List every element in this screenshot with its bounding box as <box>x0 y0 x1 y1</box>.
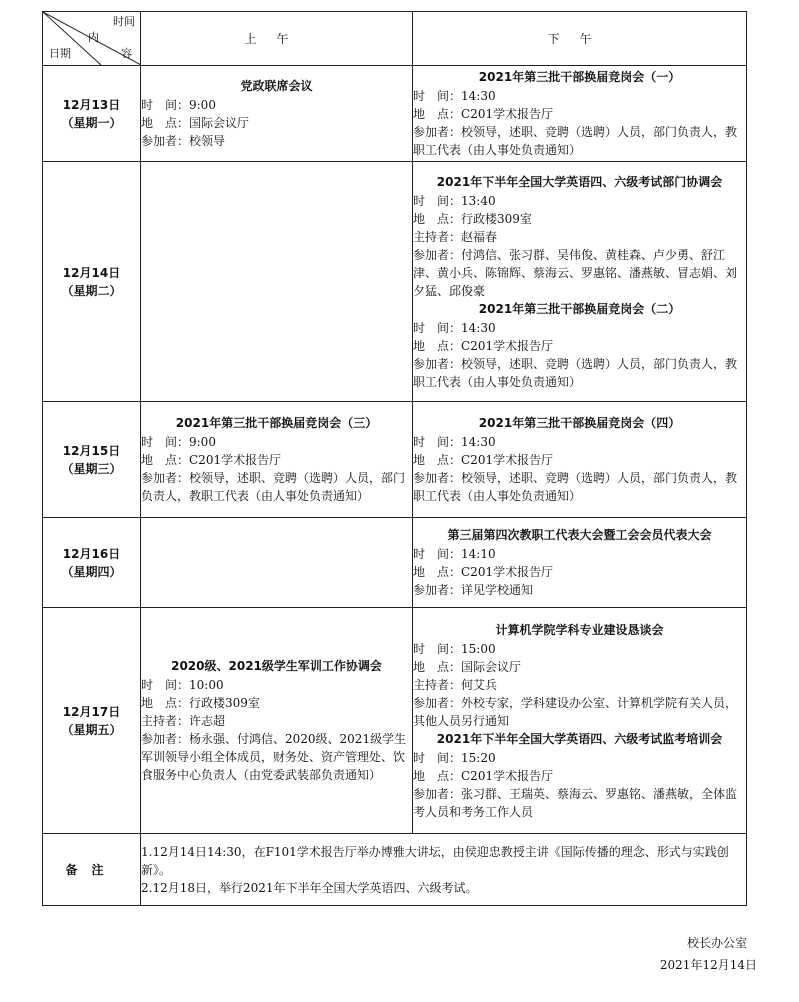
event-detail-line: 参加者：杨永强、付鸿信、2020级、2021级学生军训领导小组全体成员，财务处、资产管理处、饮食服务中心负责人（由党委武装部负责通知） <box>141 732 407 782</box>
afternoon-header: 下午 <box>413 12 747 66</box>
event-detail-line: 地 点：C201学术报告厅 <box>413 453 554 467</box>
event-detail-line: 地 点：C201学术报告厅 <box>413 768 554 783</box>
morning-cell <box>141 162 413 402</box>
event-detail-line: 参加者：外校专家，学科建设办公室、计算机学院有关人员，其他人员另行通知 <box>413 695 738 728</box>
corner-content-label-1: 内 <box>88 31 99 44</box>
event-detail-line: 时 间：13:40 <box>413 193 496 208</box>
remarks-label: 备注 <box>43 834 141 906</box>
event-title: 2021年第三批干部换届竞岗会（一） <box>478 70 681 84</box>
event-title: 2021年下半年全国大学英语四、六级考试监考培训会 <box>436 731 723 746</box>
event-title: 2021年第三批干部换届竞岗会（四） <box>478 416 681 430</box>
morning-cell <box>141 402 413 518</box>
corner-date-label: 日期 <box>49 47 71 60</box>
event-detail-line: 地 点：国际会议厅 <box>141 116 250 130</box>
afternoon-cell <box>413 402 747 518</box>
date-cell <box>43 66 141 162</box>
event-detail-line: 时 间：15:20 <box>413 750 496 765</box>
event-detail-line: 参加者：校领导，述职、竞聘（选聘）人员，部门负责人，教职工代表（由人事处负责通知） <box>413 356 738 389</box>
date-cell <box>43 608 141 834</box>
event-detail-line: 时 间：9:00 <box>141 435 216 449</box>
event-block <box>413 730 746 821</box>
corner-content-label-2: 容 <box>121 47 132 60</box>
weekday-text: （星期二） <box>61 283 122 298</box>
day-row <box>43 518 747 608</box>
event-block <box>413 621 746 730</box>
event-detail-line: 主持者：许志超 <box>141 714 226 728</box>
date-cell <box>43 518 141 608</box>
date-text: 12月13日 <box>62 97 121 112</box>
event-block <box>141 77 412 150</box>
event-detail-line: 时 间：9:00 <box>141 98 216 112</box>
event-detail-line: 地 点：C201学术报告厅 <box>413 565 554 579</box>
event-title: 2020级、2021级学生军训工作协调会 <box>171 659 382 673</box>
event-title: 计算机学院学科专业建设恳谈会 <box>495 622 664 637</box>
event-block <box>413 173 746 300</box>
event-detail-line: 地 点：行政楼309室 <box>413 211 532 226</box>
date-text: 12月17日 <box>62 704 121 719</box>
event-detail-line: 地 点：C201学术报告厅 <box>141 453 282 467</box>
remarks-content <box>141 834 747 906</box>
event-detail-line: 地 点：国际会议厅 <box>413 659 522 674</box>
remarks-row <box>43 834 747 906</box>
event-block <box>413 526 746 599</box>
corner-time-label: 时间 <box>113 15 135 28</box>
event-title: 2021年第三批干部换届竞岗会（三） <box>175 416 378 430</box>
event-detail-line: 时 间：14:10 <box>413 547 496 561</box>
morning-cell <box>141 608 413 834</box>
weekly-schedule-table <box>42 11 747 906</box>
event-detail-line: 时 间：14:30 <box>413 89 496 103</box>
event-detail-line: 时 间：14:30 <box>413 435 496 449</box>
day-row <box>43 162 747 402</box>
event-detail-line: 时 间：10:00 <box>141 678 224 692</box>
event-block <box>413 68 746 159</box>
event-title: 第三届第四次教职工代表大会暨工会会员代表大会 <box>447 528 712 542</box>
morning-cell <box>141 518 413 608</box>
event-detail-line: 参加者：校领导，述职、竞聘（选聘）人员，部门负责人，教职工代表（由人事处负责通知） <box>413 125 738 157</box>
day-row <box>43 66 747 162</box>
header-row <box>43 12 747 66</box>
afternoon-cell <box>413 518 747 608</box>
corner-header-cell <box>43 12 141 66</box>
event-detail-line: 主持者：何艾兵 <box>413 677 498 692</box>
weekday-text: （星期五） <box>61 722 122 737</box>
day-row <box>43 608 747 834</box>
afternoon-cell <box>413 162 747 402</box>
weekday-text: （星期四） <box>61 564 122 579</box>
event-block <box>413 414 746 505</box>
event-detail-line: 时 间：15:00 <box>413 641 496 656</box>
afternoon-cell <box>413 608 747 834</box>
event-block <box>141 657 412 784</box>
weekday-text: （星期一） <box>61 115 122 130</box>
event-detail-line: 主持者：赵福春 <box>413 229 498 244</box>
weekday-text: （星期三） <box>61 461 122 476</box>
event-detail-line: 参加者：校领导，述职、竞聘（选聘）人员，部门负责人，教职工代表（由人事处负责通知） <box>413 471 738 503</box>
event-detail-line: 参加者：校领导 <box>141 134 226 148</box>
morning-cell <box>141 66 413 162</box>
event-detail-line: 时 间：14:30 <box>413 320 496 335</box>
date-cell <box>43 162 141 402</box>
event-detail-line: 参加者：张习群、王瑞英、蔡海云、罗惠铭、潘燕敏，全体监考人员和考务工作人员 <box>413 786 738 819</box>
event-title: 2021年第三批干部换届竞岗会（二） <box>478 301 681 316</box>
event-block <box>413 300 746 391</box>
event-detail-line: 参加者：付鸿信、张习群、吴伟俊、黄桂森、卢少勇、舒江津、黄小兵、陈锦辉、蔡海云、罗惠铭、潘燕敏、冒志娟、刘夕猛、邱俊豪 <box>413 247 738 298</box>
day-row <box>43 402 747 518</box>
event-detail-line: 参加者：校领导，述职、竞聘（选聘）人员，部门负责人，教职工代表（由人事处负责通知） <box>141 471 406 503</box>
remark-item: 2.12月18日，举行2021年下半年全国大学英语四、六级考试。 <box>141 880 478 895</box>
date-text: 12月16日 <box>62 546 121 561</box>
date-text: 12月15日 <box>62 443 121 458</box>
afternoon-cell <box>413 66 747 162</box>
event-detail-line: 参加者：详见学校通知 <box>413 583 534 597</box>
date-cell <box>43 402 141 518</box>
event-title: 党政联席会议 <box>240 79 313 93</box>
remark-item: 1.12月14日14:30，在F101学术报告厅举办博雅大讲坛，由侯迎忠教授主讲《国际传播的理念、形式与实践创新》。 <box>141 844 729 877</box>
date-text: 12月14日 <box>62 265 121 280</box>
event-title: 2021年下半年全国大学英语四、六级考试部门协调会 <box>436 174 723 189</box>
event-detail-line: 地 点：C201学术报告厅 <box>413 338 554 353</box>
event-detail-line: 地 点：C201学术报告厅 <box>413 107 554 121</box>
morning-header: 上午 <box>141 12 413 66</box>
event-detail-line: 地 点：行政楼309室 <box>141 696 260 710</box>
footer-date: 2021年12月14日 <box>659 958 757 972</box>
footer-office: 校长办公室 <box>686 936 747 950</box>
event-block <box>141 414 412 505</box>
